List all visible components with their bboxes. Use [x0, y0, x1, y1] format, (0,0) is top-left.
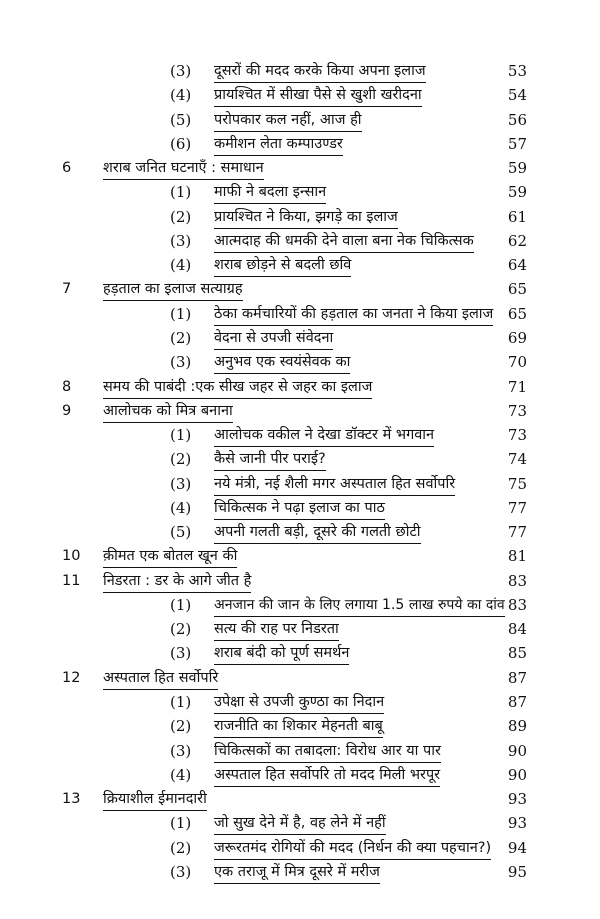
subentry-marker: (3) — [170, 474, 192, 493]
page-number: 71 — [507, 377, 527, 396]
chapter-title: शराब जनित घटनाएँ : समाधान — [103, 157, 264, 180]
page-number: 56 — [507, 110, 527, 129]
subentry-title: माफी ने बदला इन्सान — [214, 181, 326, 204]
toc-chapter-row — [0, 157, 600, 181]
subentry-title: वेदना से उपजी संवेदना — [214, 327, 333, 350]
page-number: 77 — [507, 498, 527, 517]
toc-subentry-row — [0, 230, 600, 254]
toc-chapter-row — [0, 570, 600, 594]
toc-subentry-row — [0, 594, 600, 618]
page-number: 90 — [507, 765, 527, 784]
toc-chapter-row — [0, 376, 600, 400]
subentry-marker: (2) — [170, 207, 192, 226]
chapter-title: समय की पाबंदी :एक सीख जहर से जहर का इलाज — [103, 376, 372, 399]
subentry-title: शराब बंदी को पूर्ण समर्थन — [214, 642, 349, 665]
chapter-title: निडरता : डर के आगे जीत है — [103, 570, 251, 593]
subentry-title: शराब छोड़ने से बदली छवि — [214, 254, 351, 277]
subentry-marker: (1) — [170, 426, 192, 445]
subentry-title: प्रायश्चित में सीखा पैसे से खुशी खरीदना — [214, 84, 422, 107]
toc-subentry-row — [0, 618, 600, 642]
toc-subentry-row — [0, 327, 600, 351]
subentry-title: आत्मदाह की धमकी देने वाला बना नेक चिकित्सक — [214, 230, 474, 253]
page-number: 83 — [507, 571, 527, 590]
toc-subentry-row — [0, 715, 600, 739]
subentry-title: कैसे जानी पीर पराई? — [214, 448, 326, 471]
subentry-title: उपेक्षा से उपजी कुण्ठा का निदान — [214, 691, 384, 714]
toc-subentry-row — [0, 351, 600, 375]
page-number: 73 — [507, 426, 527, 445]
subentry-marker: (5) — [170, 110, 192, 129]
page-number: 65 — [507, 304, 527, 323]
toc-subentry-row — [0, 181, 600, 205]
page-number: 73 — [507, 401, 527, 420]
subentry-marker: (5) — [170, 523, 192, 542]
chapter-number: 7 — [62, 281, 72, 298]
subentry-title: राजनीति का शिकार मेहनती बाबू — [214, 715, 383, 738]
toc-chapter-row — [0, 667, 600, 691]
page-number: 54 — [507, 86, 527, 105]
page-number: 70 — [507, 353, 527, 372]
subentry-title: अपनी गलती बड़ी, दूसरे की गलती छोटी — [214, 521, 421, 544]
chapter-number: 8 — [62, 378, 72, 395]
subentry-marker: (4) — [170, 498, 192, 517]
toc-subentry-row — [0, 206, 600, 230]
subentry-title: चिकित्सकों का तबादला: विरोध आर या पार — [214, 740, 441, 763]
toc-chapter-row — [0, 400, 600, 424]
subentry-marker: (2) — [170, 450, 192, 469]
subentry-title: चिकित्सक ने पढ़ा इलाज का पाठ — [214, 497, 385, 520]
toc-chapter-row — [0, 788, 600, 812]
toc-subentry-row — [0, 861, 600, 885]
subentry-title: ठेका कर्मचारियों की हड़ताल का जनता ने किया इलाज — [214, 303, 493, 326]
subentry-marker: (3) — [170, 231, 192, 250]
subentry-marker: (4) — [170, 86, 192, 105]
chapter-title: हड़ताल का इलाज सत्याग्रह — [103, 278, 243, 301]
subentry-marker: (6) — [170, 134, 192, 153]
chapter-title: आलोचक को मित्र बनाना — [103, 400, 233, 423]
toc-chapter-row — [0, 545, 600, 569]
page-number: 87 — [507, 668, 527, 687]
toc-subentry-row — [0, 133, 600, 157]
toc-subentry-row — [0, 521, 600, 545]
subentry-marker: (3) — [170, 353, 192, 372]
toc-subentry-row — [0, 303, 600, 327]
toc-subentry-row — [0, 691, 600, 715]
page-number: 57 — [507, 134, 527, 153]
page-number: 53 — [507, 62, 527, 80]
subentry-title: एक तराजू में मित्र दूसरे में मरीज — [214, 861, 380, 884]
subentry-marker: (1) — [170, 814, 192, 833]
page-number: 94 — [507, 838, 527, 857]
page-number: 95 — [507, 862, 527, 881]
page-number: 89 — [507, 717, 527, 736]
subentry-title: अनुभव एक स्वयंसेवक का — [214, 351, 350, 374]
page-number: 61 — [507, 207, 527, 226]
page-number: 90 — [507, 741, 527, 760]
toc-subentry-row — [0, 448, 600, 472]
page-number: 75 — [507, 474, 527, 493]
subentry-marker: (2) — [170, 838, 192, 857]
toc-subentry-row — [0, 837, 600, 861]
subentry-marker: (1) — [170, 304, 192, 323]
page-number: 83 — [507, 595, 527, 614]
page-number: 74 — [507, 450, 527, 469]
page-number: 69 — [507, 328, 527, 347]
subentry-title: सत्य की राह पर निडरता — [214, 618, 339, 641]
subentry-marker: (3) — [170, 741, 192, 760]
page-number: 59 — [507, 159, 527, 178]
subentry-title: प्रायश्चित ने किया, झगड़े का इलाज — [214, 206, 398, 229]
chapter-title: अस्पताल हित सर्वोपरि — [103, 667, 218, 690]
page-number: 65 — [507, 280, 527, 299]
subentry-title: नये मंत्री, नई शैली मगर अस्पताल हित सर्वोपरि — [214, 473, 455, 496]
subentry-marker: (1) — [170, 595, 192, 614]
chapter-number: 6 — [62, 160, 72, 177]
chapter-title: क़ीमत एक बोतल खून की — [103, 545, 237, 568]
subentry-title: जरूरतमंद रोगियों की मदद (निर्धन की क्या पहचान?) — [214, 837, 491, 860]
subentry-marker: (4) — [170, 256, 192, 275]
chapter-number: 13 — [62, 791, 81, 808]
page-number: 84 — [507, 620, 527, 639]
toc-subentry-row — [0, 424, 600, 448]
page-number: 85 — [507, 644, 527, 663]
subentry-marker: (3) — [170, 644, 192, 663]
chapter-number: 11 — [62, 572, 81, 589]
chapter-number: 9 — [62, 402, 72, 419]
page-number: 62 — [507, 231, 527, 250]
page-number: 77 — [507, 523, 527, 542]
subentry-title: आलोचक वकील ने देखा डॉक्टर में भगवान — [214, 424, 434, 447]
page-number: 64 — [507, 256, 527, 275]
subentry-title: दूसरों की मदद करके किया अपना इलाज — [214, 60, 426, 83]
chapter-number: 10 — [62, 548, 81, 565]
toc-subentry-row — [0, 254, 600, 278]
page-number: 93 — [507, 790, 527, 809]
page-number: 93 — [507, 814, 527, 833]
toc-subentry-row — [0, 109, 600, 133]
toc-subentry-row — [0, 497, 600, 521]
subentry-marker: (4) — [170, 765, 192, 784]
subentry-marker: (3) — [170, 62, 192, 80]
page-number: 87 — [507, 693, 527, 712]
chapter-title: क्रियाशील ईमानदारी — [103, 788, 207, 811]
subentry-title: परोपकार कल नहीं, आज ही — [214, 109, 362, 132]
toc-subentry-row — [0, 764, 600, 788]
toc-subentry-row — [0, 642, 600, 666]
subentry-marker: (2) — [170, 717, 192, 736]
page-number: 59 — [507, 183, 527, 202]
subentry-title: अनजान की जान के लिए लगाया 1.5 लाख रुपये का दांव — [214, 594, 505, 617]
toc-chapter-row — [0, 278, 600, 302]
subentry-title: अस्पताल हित सर्वोपरि तो मदद मिली भरपूर — [214, 764, 440, 787]
toc-subentry-row — [0, 812, 600, 836]
subentry-title: कमीशन लेता कम्पाउण्डर — [214, 133, 343, 156]
toc-subentry-row — [0, 60, 600, 84]
toc-subentry-row — [0, 740, 600, 764]
chapter-number: 12 — [62, 669, 81, 686]
page-number: 81 — [507, 547, 527, 566]
toc-subentry-row — [0, 84, 600, 108]
subentry-marker: (1) — [170, 693, 192, 712]
toc-subentry-row — [0, 473, 600, 497]
subentry-marker: (3) — [170, 862, 192, 881]
subentry-title: जो सुख देने में है, वह लेने में नहीं — [214, 812, 386, 835]
subentry-marker: (1) — [170, 183, 192, 202]
subentry-marker: (2) — [170, 328, 192, 347]
subentry-marker: (2) — [170, 620, 192, 639]
